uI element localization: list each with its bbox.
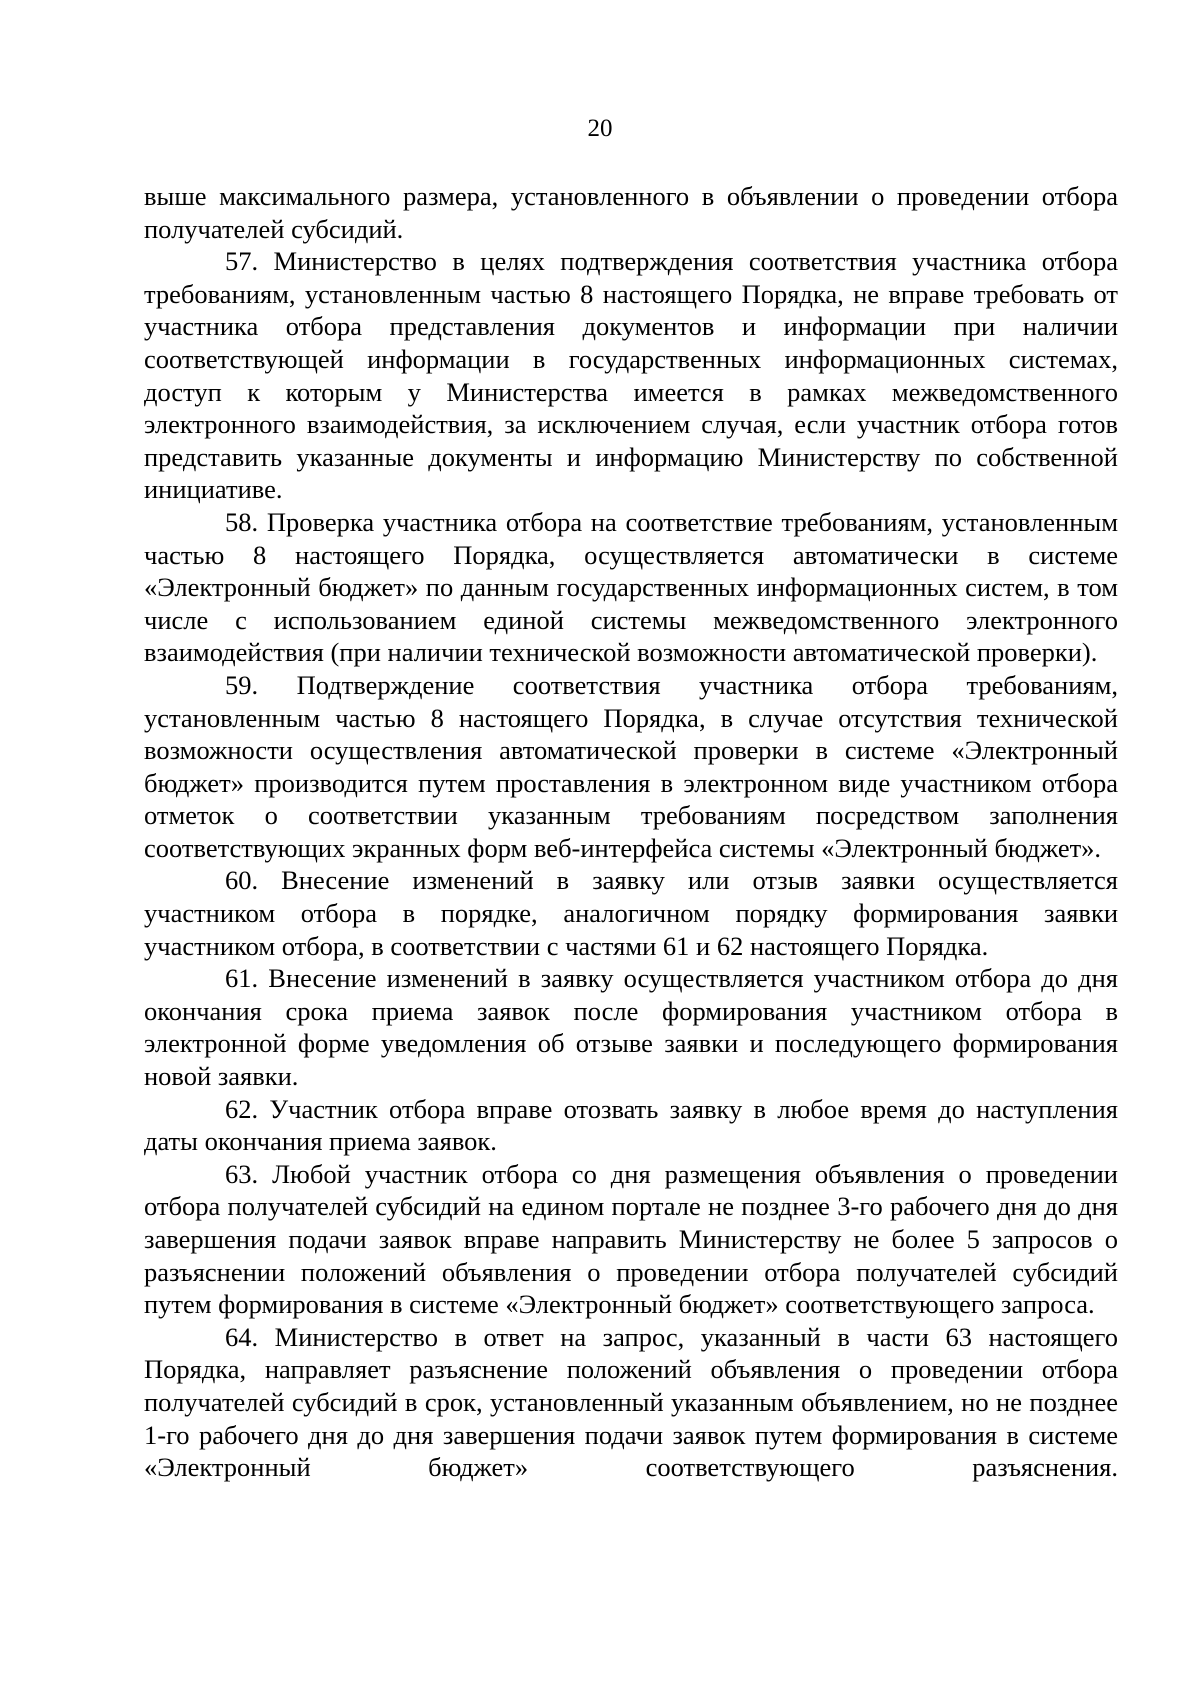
paragraph-63: 63. Любой участник отбора со дня размещения объявления о проведении отбора получателей субсидий на едином портале не позднее 3-го рабочего дня до дня завершения подачи заявок вправе направить Министерству не более 5 запросов о разъяснении положений объявления о проведении отбора получателей субсидий путем формирования в системе «Электронный бюджет» соответствующего запроса. xyxy=(144,1158,1118,1320)
paragraph-59: 59. Подтверждение соответствия участника отбора требованиям, установленным частью 8 настоящего Порядка, в случае отсутствия технической возможности осуществления автоматической проверки в системе «Электронный бюджет» производится путем проставления в электронном виде участником отбора отметок о соответствии указанным требованиям посредством заполнения соответствующих экранных форм веб-интерфейса системы «Электронный бюджет». xyxy=(144,669,1118,863)
paragraph-64: 64. Министерство в ответ на запрос, указанный в части 63 настоящего Порядка, направляет разъяснение положений объявления о проведении отбора получателей субсидий в срок, установленный указанным объявлением, но не позднее 1-го рабочего дня до дня завершения подачи заявок путем формирования в системе «Электронный бюджет» соответствующего разъяснения. xyxy=(144,1321,1118,1483)
paragraph-62: 62. Участник отбора вправе отозвать заявку в любое время до наступления даты окончания приема заявок. xyxy=(144,1093,1118,1157)
paragraph-57: 57. Министерство в целях подтверждения соответствия участника отбора требованиям, установленным частью 8 настоящего Порядка, не вправе требовать от участника отбора представления документов и информации при наличии соответствующей информации в государственных информационных системах, доступ к которым у Министерства имеется в рамках межведомственного электронного взаимодействия, за исключением случая, если участник отбора готов представить указанные документы и информацию Министерству по собственной инициативе. xyxy=(144,246,1118,505)
paragraph-60: 60. Внесение изменений в заявку или отзыв заявки осуществляется участником отбора в порядке, аналогичном порядку формирования заявки участником отбора, в соответствии с частями 61 и 62 настоящего Порядка. xyxy=(144,865,1118,961)
paragraph-61: 61. Внесение изменений в заявку осуществляется участником отбора до дня окончания срока приема заявок после формирования участником отбора в электронной форме уведомления об отзыве заявки и последующего формирования новой заявки. xyxy=(144,963,1118,1092)
paragraph-58: 58. Проверка участника отбора на соответствие требованиям, установленным частью 8 настоящего Порядка, осуществляется автоматически в системе «Электронный бюджет» по данным государственных информационных систем, в том числе с использованием единой системы межведомственного электронного взаимодействия (при наличии технической возможности автоматической проверки). xyxy=(144,506,1118,668)
paragraph-continuation: выше максимального размера, установленного в объявлении о проведении отбора получателей субсидий. xyxy=(144,181,1118,244)
page-number: 20 xyxy=(587,115,613,142)
document-body xyxy=(144,180,1118,1484)
